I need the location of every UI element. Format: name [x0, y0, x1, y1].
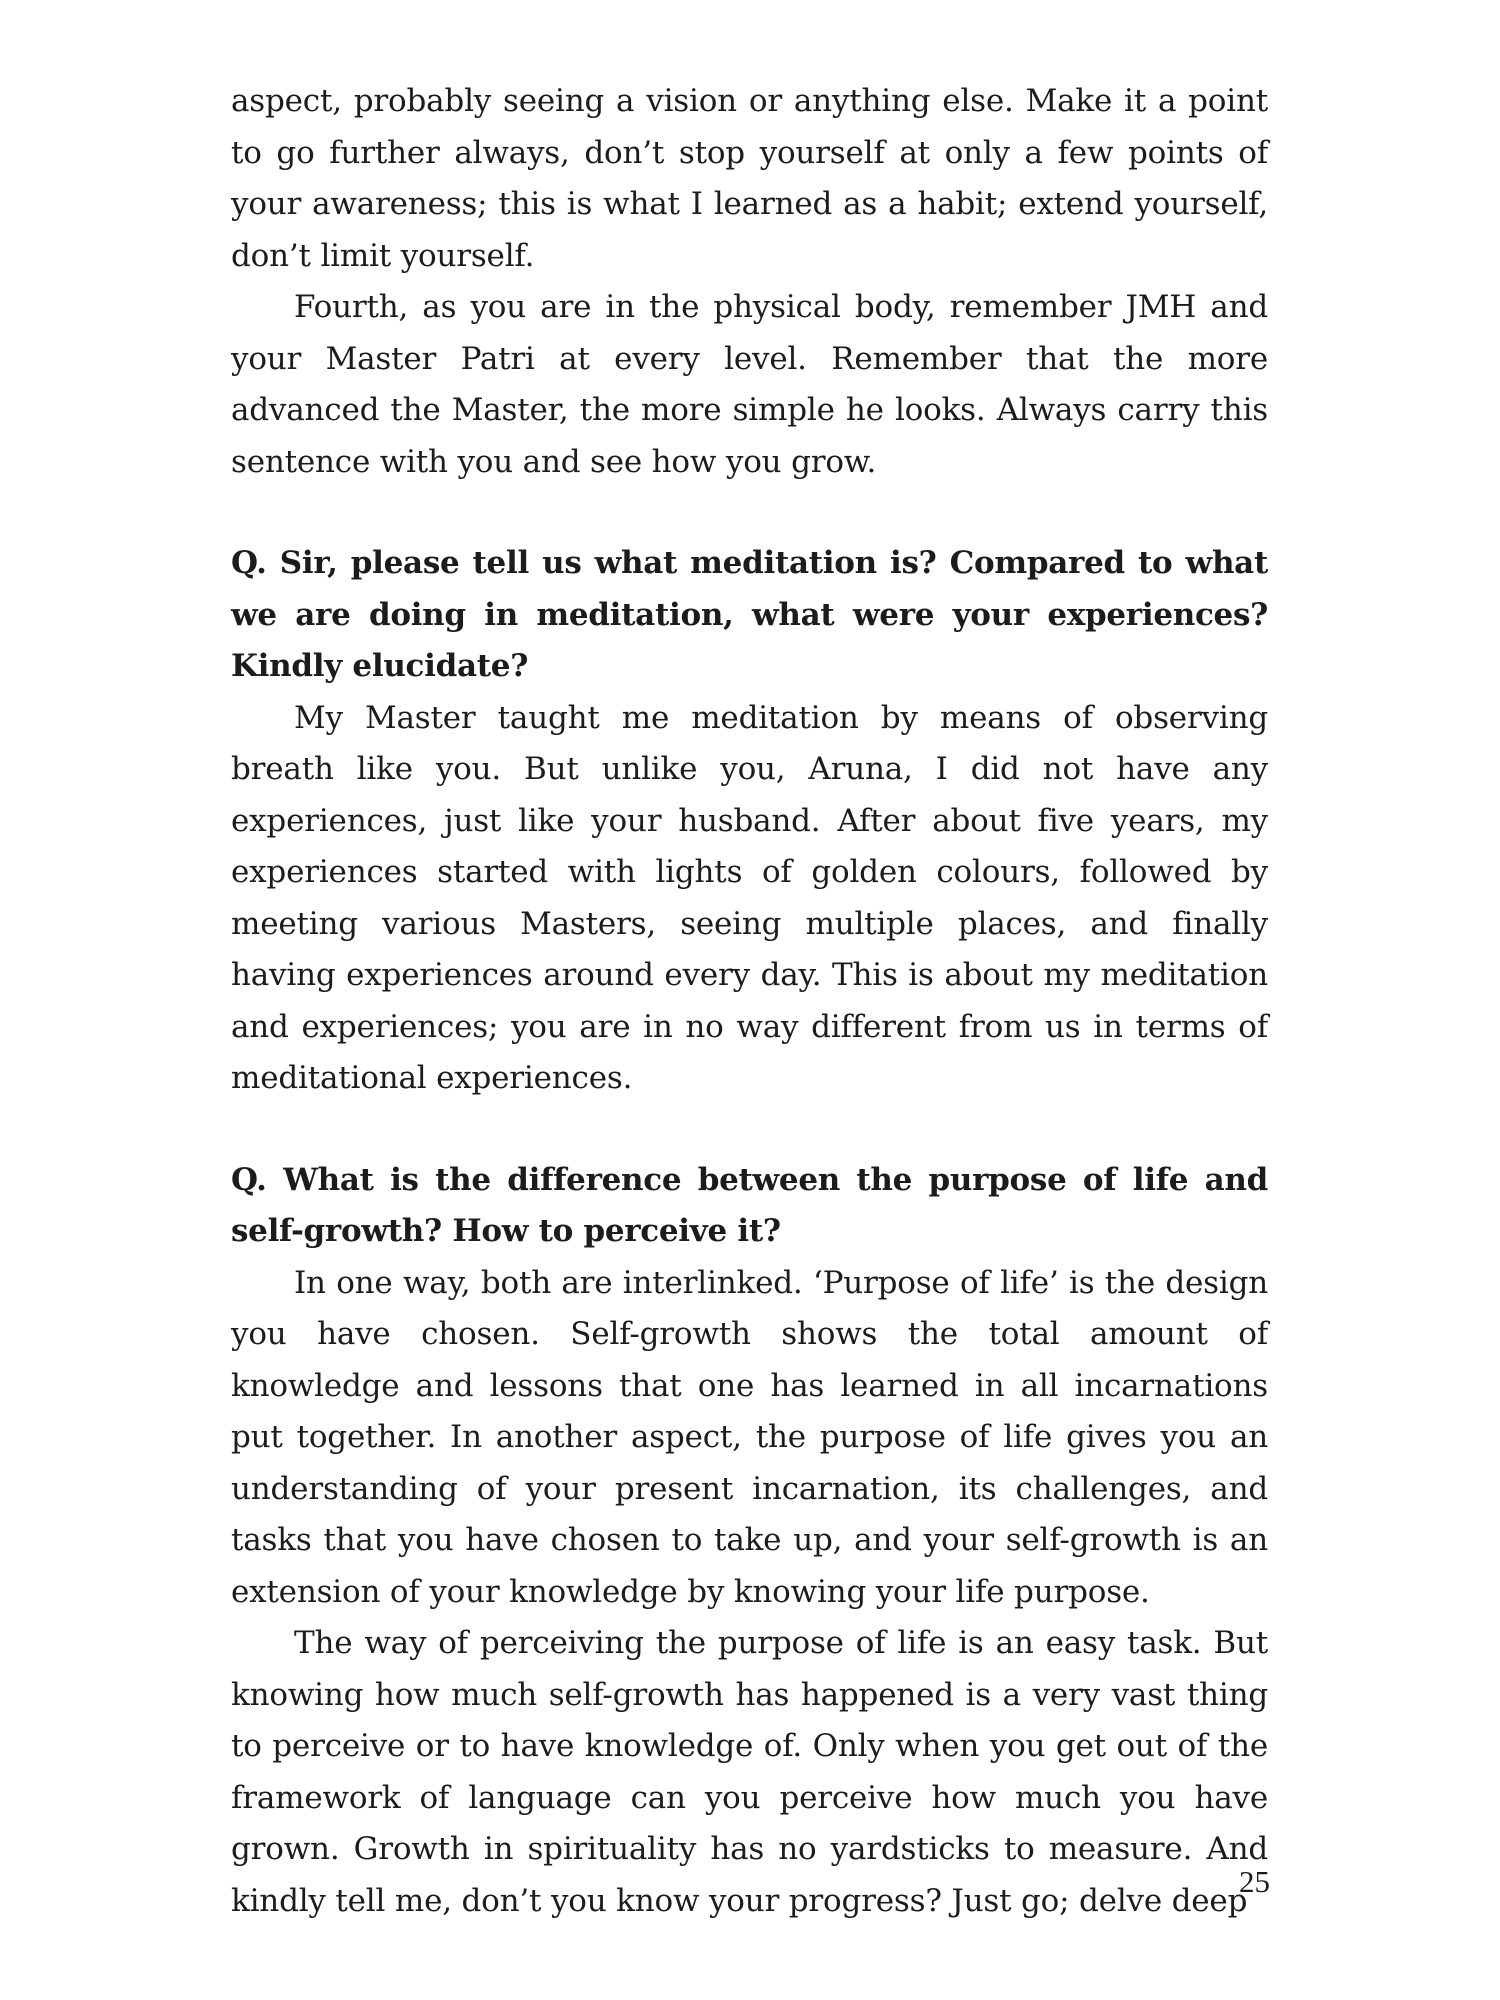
answer-meditation: My Master taught me meditation by means of observing breath like you. But unlike you, Aruna, I did not have any experiences, just like your husband. After about five years, my experiences started with lights of golden colours, followed by meeting various Masters, seeing multiple places, and finally having experiences around every day. This is about my meditation and experiences; you are in no way different from us in terms of meditational experiences. [231, 699, 1268, 1096]
paragraph-continuation: aspect, probably seeing a vision or anything else. Make it a point to go further always, don’t stop yourself at only a few points of your awareness; this is what I learned as a habit; extend yourself, don’t limit yourself. [231, 83, 1268, 274]
question-meditation: Q. Sir, please tell us what meditation is? Compared to what we are doing in meditation, what were your experiences? Kindly elucidate? [231, 545, 1268, 684]
paragraph-fourth: Fourth, as you are in the physical body, remember JMH and your Master Patri at every level. Remember that the more advanced the Master, the more simple he looks. Always carry this sentence with you and see how you grow. [231, 289, 1268, 480]
answer-purpose-of-life-1: In one way, both are interlinked. ‘Purpose of life’ is the design you have chosen. Self-growth shows the total amount of knowledge and lessons that one has learned in all incarnations put together. In another aspect, the purpose of life gives you an understanding of your present incarnation, its challenges, and tasks that you have chosen to take up, and your self-growth is an extension of your knowledge by knowing your life purpose. [231, 1264, 1268, 1610]
text-column [231, 76, 1268, 1927]
answer-purpose-of-life-2: The way of perceiving the purpose of life is an easy task. But knowing how much self-growth has happened is a very vast thing to perceive or to have knowledge of. Only when you get out of the framework of language can you perceive how much you have grown. Growth in spirituality has no yardsticks to measure. And kindly tell me, don’t you know your progress? Just go; delve deep [231, 1625, 1268, 1919]
page-number: 25 [1239, 1864, 1270, 1899]
question-purpose-of-life: Q. What is the difference between the purpose of life and self-growth? How to perceive it? [231, 1161, 1268, 1249]
